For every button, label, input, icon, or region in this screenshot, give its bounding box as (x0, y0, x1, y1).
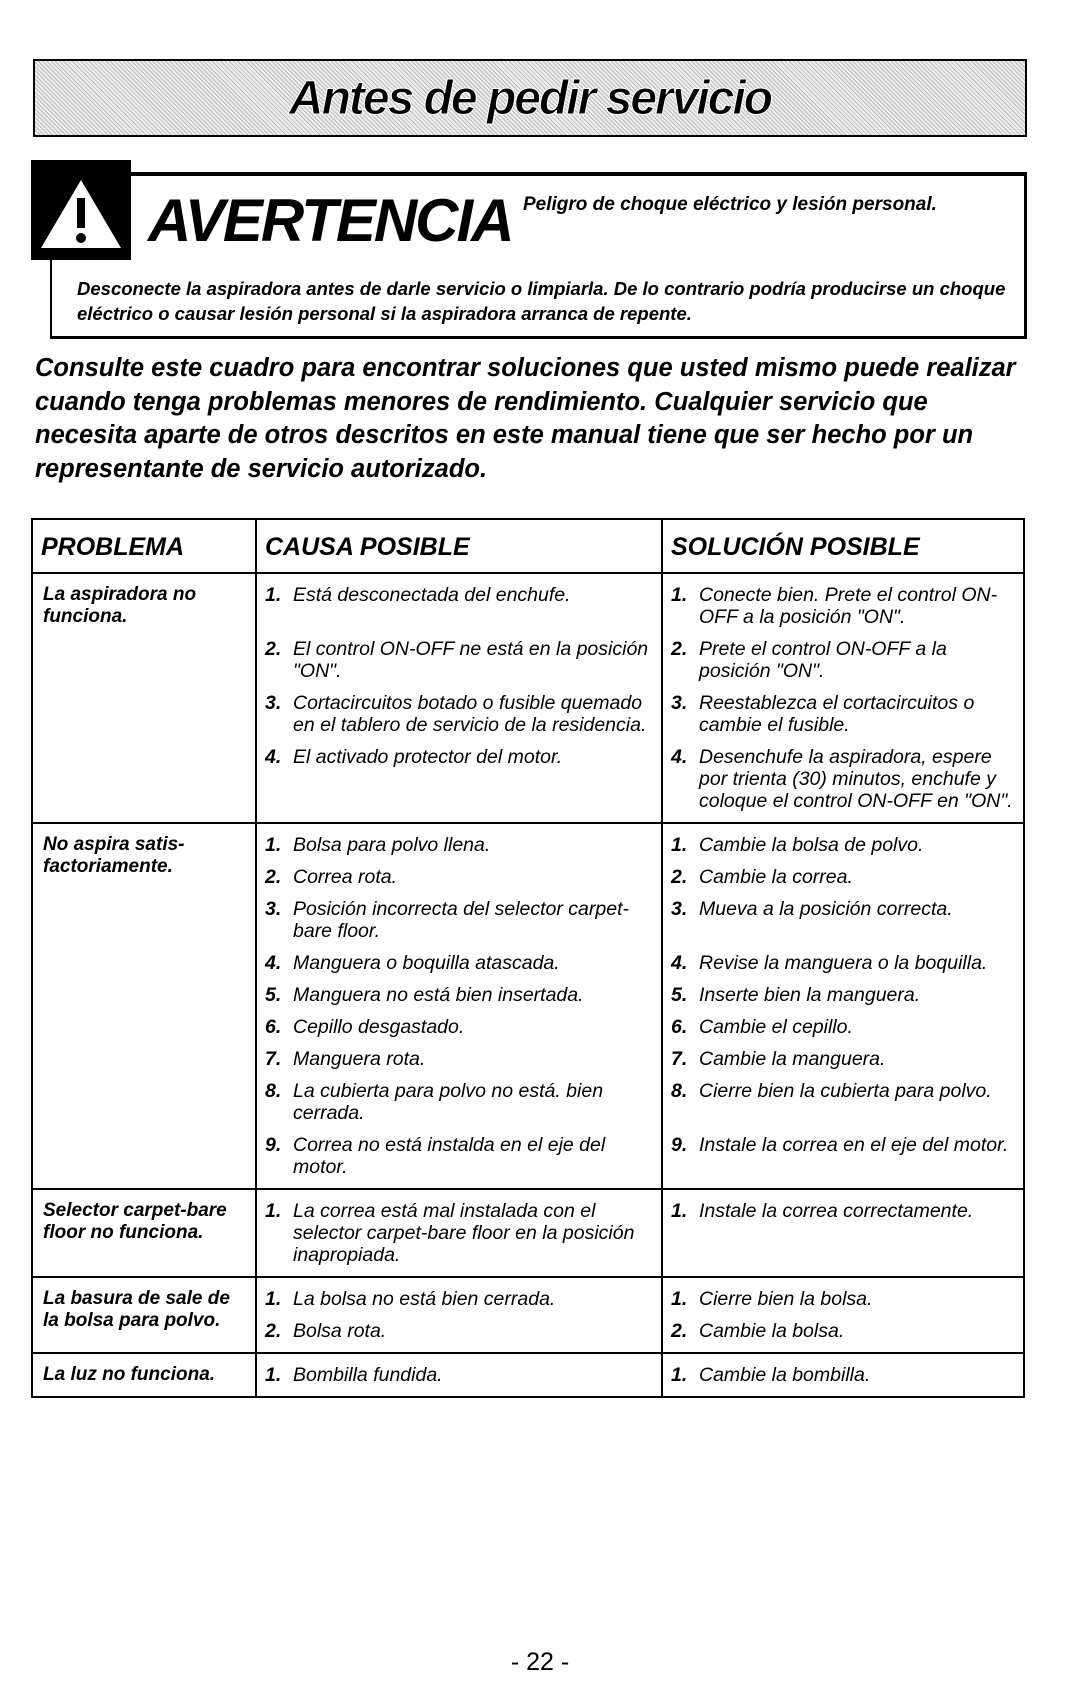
item-number: 1. (265, 584, 282, 606)
cause-item (257, 1134, 661, 1178)
item-number: 2. (265, 1320, 282, 1342)
solution-cell (662, 823, 1024, 1189)
item-number: 3. (265, 692, 282, 714)
solution-item (663, 1200, 1023, 1266)
item-number: 2. (265, 638, 282, 660)
item-number: 2. (671, 1320, 688, 1342)
item-text: Cambie la manguera. (699, 1048, 886, 1070)
item-number: 1. (265, 1288, 282, 1310)
item-number: 3. (671, 692, 688, 714)
solution-item (663, 834, 1023, 856)
item-text: Instale la correa en el eje del motor. (699, 1134, 1009, 1156)
item-number: 3. (671, 898, 688, 920)
solution-item (663, 1048, 1023, 1070)
item-text: Correa rota. (293, 866, 398, 888)
cause-item (257, 1288, 661, 1310)
item-text: Manguera rota. (293, 1048, 426, 1070)
item-text: Correa no está instalda en el eje del motor. (293, 1134, 606, 1178)
item-text: Desenchufe la aspiradora, espere por trienta (30) minutos, enchufe y coloque el control ON-OFF en "ON". (699, 746, 1013, 812)
item-number: 8. (671, 1080, 688, 1102)
intro-paragraph: Consulte este cuadro para encontrar soluciones que usted mismo puede realizar cuando tenga problemas menores de rendimiento. Cualquier servicio que necesita aparte de otros descritos en este manual tiene que ser hecho por un representante de servicio autorizado. (35, 354, 1016, 483)
item-text: Cierre bien la cubierta para polvo. (699, 1080, 992, 1102)
solution-item (663, 1320, 1023, 1342)
cause-item (257, 692, 661, 736)
item-number: 3. (265, 898, 282, 920)
table-row (32, 1353, 1024, 1397)
cause-item (257, 898, 661, 942)
item-number: 2. (671, 866, 688, 888)
solution-item (663, 638, 1023, 682)
table-row (32, 573, 1024, 823)
item-text: Mueva a la posición correcta. (699, 898, 953, 920)
warning-body: Desconecte la aspiradora antes de darle servicio o limpiarla. De lo contrario podría producirse un choque eléctrico o causar lesión personal si la aspiradora arranca de repente. (77, 278, 1006, 324)
item-text: La cubierta para polvo no está. bien cerrada. (293, 1080, 604, 1124)
solution-item (663, 1134, 1023, 1178)
item-text: Cambie la bolsa de polvo. (699, 834, 924, 856)
cause-item (257, 1200, 661, 1266)
cause-item (257, 584, 661, 628)
item-number: 6. (671, 1016, 688, 1038)
item-number: 9. (265, 1134, 282, 1156)
page-number: - 22 - (510, 1648, 570, 1676)
item-text: Bolsa rota. (293, 1320, 387, 1342)
item-number: 7. (265, 1048, 282, 1070)
cause-cell (256, 1353, 662, 1397)
cause-cell (256, 823, 662, 1189)
cause-item (257, 1048, 661, 1070)
solution-item (663, 584, 1023, 628)
item-number: 1. (671, 834, 688, 856)
cause-item (257, 984, 661, 1006)
warning-subtitle: Peligro de choque eléctrico y lesión personal. (523, 194, 937, 215)
item-text: Cortacircuitos botado o fusible quemado en el tablero de servicio de la residencia. (293, 692, 647, 736)
item-number: 9. (671, 1134, 688, 1156)
table-header-row (32, 519, 1024, 573)
cause-cell (256, 1277, 662, 1353)
item-number: 1. (671, 1200, 688, 1222)
item-number: 4. (265, 746, 282, 768)
item-number: 6. (265, 1016, 282, 1038)
solution-item (663, 1080, 1023, 1124)
page-title: Antes de pedir servicio (288, 71, 772, 125)
item-number: 1. (265, 1200, 282, 1222)
solution-cell (662, 1353, 1024, 1397)
table-row (32, 1189, 1024, 1277)
item-number: 1. (265, 1364, 282, 1386)
item-text: Cambie el cepillo. (699, 1016, 853, 1038)
item-number: 5. (671, 984, 688, 1006)
warning-title: AVERTENCIA (148, 187, 513, 254)
item-text: La correa está mal instalada con el selector carpet-bare floor en la posición inapropiada. (293, 1200, 635, 1266)
item-text: Revise la manguera o la boquilla. (699, 952, 988, 974)
solution-item (663, 866, 1023, 888)
item-text: Manguera no está bien insertada. (293, 984, 584, 1006)
item-number: 1. (671, 1364, 688, 1386)
item-text: Cambie la bolsa. (699, 1320, 845, 1342)
item-text: El activado protector del motor. (293, 746, 563, 768)
item-text: Está desconectada del enchufe. (293, 584, 571, 606)
troubleshooting-table (31, 518, 1025, 1398)
solution-item (663, 984, 1023, 1006)
cause-item (257, 952, 661, 974)
cause-item (257, 1364, 661, 1386)
item-number: 5. (265, 984, 282, 1006)
header-cause: CAUSA POSIBLE (256, 519, 662, 573)
solution-item (663, 1016, 1023, 1038)
item-number: 8. (265, 1080, 282, 1102)
item-text: Instale la correa correctamente. (699, 1200, 974, 1222)
cause-item (257, 1016, 661, 1038)
cause-cell (256, 573, 662, 823)
item-number: 4. (671, 952, 688, 974)
solution-item (663, 898, 1023, 942)
item-text: Prete el control ON-OFF a la posición "ON". (699, 638, 947, 682)
item-text: Posición incorrecta del selector carpet-bare floor. (293, 898, 629, 942)
cause-item (257, 746, 661, 812)
item-text: Manguera o boquilla atascada. (293, 952, 560, 974)
item-number: 2. (671, 638, 688, 660)
header-problem: PROBLEMA (32, 519, 256, 573)
problem-cell: Selector carpet-bare floor no funciona. (32, 1189, 256, 1277)
header-solution: SOLUCIÓN POSIBLE (662, 519, 1024, 573)
solution-item (663, 952, 1023, 974)
solution-item (663, 746, 1023, 812)
cause-item (257, 834, 661, 856)
solution-cell (662, 1277, 1024, 1353)
item-text: Bombilla fundida. (293, 1364, 443, 1386)
item-number: 1. (265, 834, 282, 856)
item-number: 1. (671, 584, 688, 606)
page-title-banner (33, 59, 1027, 137)
item-text: Cepillo desgastado. (293, 1016, 465, 1038)
item-text: Inserte bien la manguera. (699, 984, 921, 1006)
cause-item (257, 1080, 661, 1124)
problem-cell: La basura de sale de la bolsa para polvo. (32, 1277, 256, 1353)
solution-item (663, 1364, 1023, 1386)
solution-item (663, 692, 1023, 736)
problem-cell: No aspira satis-factoriamente. (32, 823, 256, 1189)
table-row (32, 1277, 1024, 1353)
item-number: 1. (671, 1288, 688, 1310)
item-number: 7. (671, 1048, 688, 1070)
solution-item (663, 1288, 1023, 1310)
solution-cell (662, 1189, 1024, 1277)
cause-cell (256, 1189, 662, 1277)
item-number: 4. (265, 952, 282, 974)
item-text: Cambie la correa. (699, 866, 853, 888)
table-row (32, 823, 1024, 1189)
problem-cell: La luz no funciona. (32, 1353, 256, 1397)
item-text: Cierre bien la bolsa. (699, 1288, 873, 1310)
item-text: Cambie la bombilla. (699, 1364, 871, 1386)
solution-cell (662, 573, 1024, 823)
item-text: Reestablezca el cortacircuitos o cambie el fusible. (699, 692, 975, 736)
cause-item (257, 1320, 661, 1342)
problem-cell: La aspiradora no funciona. (32, 573, 256, 823)
item-text: El control ON-OFF ne está en la posición "ON". (293, 638, 649, 682)
item-text: La bolsa no está bien cerrada. (293, 1288, 556, 1310)
warning-triangle-icon (31, 160, 131, 260)
item-number: 4. (671, 746, 688, 768)
item-text: Bolsa para polvo llena. (293, 834, 491, 856)
item-text: Conecte bien. Prete el control ON-OFF a la posición "ON". (699, 584, 998, 628)
item-number: 2. (265, 866, 282, 888)
cause-item (257, 866, 661, 888)
cause-item (257, 638, 661, 682)
